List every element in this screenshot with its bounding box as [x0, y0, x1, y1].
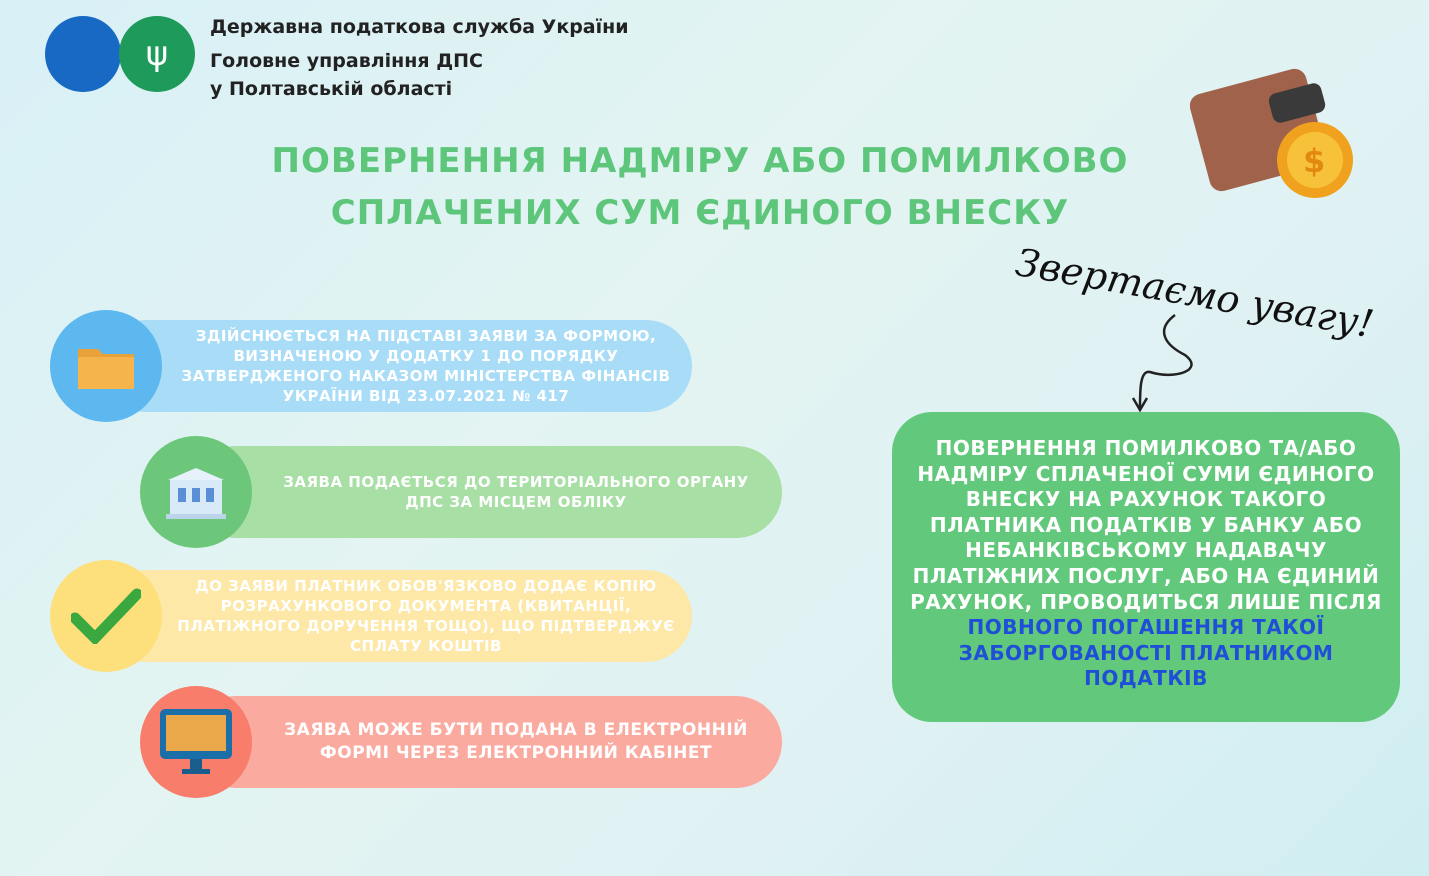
logo-blue-circle: [45, 16, 121, 92]
info-item-submit-office: [190, 446, 782, 538]
arrow-icon: [1125, 310, 1205, 415]
item-text: ЗАЯВА ПОДАЄТЬСЯ ДО ТЕРИТОРІАЛЬНОГО ОРГАНУ ДПС ЗА МІСЦЕМ ОБЛІКУ: [283, 473, 749, 511]
item-text: ДО ЗАЯВИ ПЛАТНИК ОБОВ'ЯЗКОВО ДОДАЄ КОПІЮ РОЗРАХУНКОВОГО ДОКУМЕНТА (КВИТАНЦІЇ, ПЛАТІЖНОГО ДОРУЧЕННЯ ТОЩО), ЩО ПІДТВЕРДЖУЄ СПЛАТУ КОШТІВ: [177, 577, 675, 655]
checkmark-icon: [50, 560, 162, 672]
svg-text:$: $: [1303, 142, 1326, 180]
note-highlight: ПОВНОГО ПОГАШЕННЯ ТАКОЇ ЗАБОРГОВАНОСТІ ПЛАТНИКОМ ПОДАТКІВ: [958, 615, 1334, 691]
info-item-payment-document: [100, 570, 692, 662]
org-line-3: у Полтавській області: [210, 78, 453, 100]
wallet-icon: [1190, 50, 1360, 200]
monitor-icon: [140, 686, 252, 798]
org-line-2: Головне управління ДПС: [210, 50, 484, 72]
trident-icon: ψ: [119, 16, 195, 92]
note-text: ПОВЕРНЕННЯ ПОМИЛКОВО ТА/АБО НАДМІРУ СПЛАЧЕНОЇ СУМИ ЄДИНОГО ВНЕСКУ НА РАХУНОК ТАКОГО ПЛАТНИКА ПОДАТКІВ У БАНКУ АБО НЕБАНКІВСЬКОМУ НАДАВАЧУ ПЛАТІЖНИХ ПОСЛУГ, АБО НА ЄДИНИЙ РАХУНОК, ПРОВОДИТЬСЯ ЛИШЕ ПІСЛЯ: [910, 436, 1382, 614]
item-text: ЗАЯВА МОЖЕ БУТИ ПОДАНА В ЕЛЕКТРОННІЙ ФОРМІ ЧЕРЕЗ ЕЛЕКТРОННИЙ КАБІНЕТ: [284, 720, 748, 763]
item-text: ЗДІЙСНЮЄТЬСЯ НА ПІДСТАВІ ЗАЯВИ ЗА ФОРМОЮ, ВИЗНАЧЕНОЮ У ДОДАТКУ 1 ДО ПОРЯДКУ ЗАТВЕРДЖЕНОГО НАКАЗОМ МІНІСТЕРСТВА ФІНАНСІВ УКРАЇНИ ВІД 23.07.2021 № 417: [181, 327, 671, 405]
important-note-box: [892, 412, 1400, 722]
info-item-electronic-cabinet: [190, 696, 782, 788]
organization-name: [210, 13, 629, 103]
attention-label: Звертаємо увагу!: [1012, 240, 1377, 347]
title-line-2: СПЛАЧЕНИХ СУМ ЄДИНОГО ВНЕСКУ: [330, 193, 1070, 233]
bank-building-icon: [140, 436, 252, 548]
page-title: [240, 135, 1160, 239]
org-line-1: Державна податкова служба України: [210, 16, 629, 38]
folder-icon: [50, 310, 162, 422]
title-line-1: ПОВЕРНЕННЯ НАДМІРУ АБО ПОМИЛКОВО: [271, 141, 1129, 181]
info-item-application-form: [100, 320, 692, 412]
